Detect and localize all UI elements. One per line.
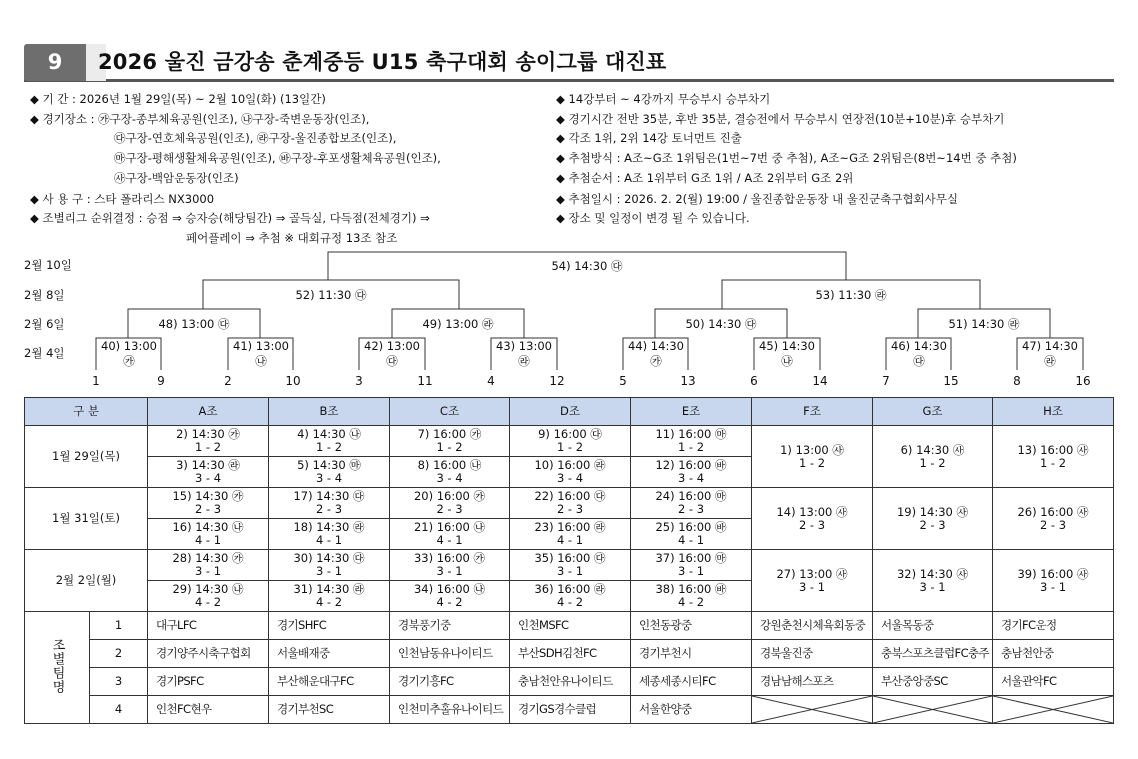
match-r16-4: 43) 13:00 ㉱ <box>496 339 552 368</box>
match-cell: 36) 16:00 ㉱ 4 - 2 <box>510 581 631 612</box>
team-rank: 2 <box>90 640 148 668</box>
section-number: 9 <box>24 44 86 81</box>
info-venues-2: ㉰구장-연호체육공원(인조), ㉱구장-울진종합보조(인조), <box>114 131 397 145</box>
team-name: 경기PSFC <box>148 668 269 696</box>
info-period: ◆ 기 간 : 2026년 1월 29일(목) ~ 2월 10일(화) (13일간) <box>30 92 326 106</box>
page-title: 2026 울진 금강송 춘계중등 U15 축구대회 송이그룹 대진표 <box>98 50 667 74</box>
info-ranking: ◆ 조별리그 순위결정 : 승점 ⇒ 승자승(해당팀간) ⇒ 골득실, 다득점(전체경기) ⇒ <box>30 211 430 225</box>
match-cell: 34) 16:00 ㉯ 4 - 2 <box>390 581 510 612</box>
team-name: 인천FC현우 <box>148 696 269 724</box>
seed-slot: 15 <box>943 374 959 388</box>
match-cell: 31) 14:30 ㉱ 4 - 2 <box>269 581 390 612</box>
match-cell: 37) 16:00 ㉲ 3 - 1 <box>631 550 752 581</box>
team-name: 경기부천SC <box>269 696 390 724</box>
seed-slot: 10 <box>285 374 301 388</box>
match-cell: 3) 14:30 ㉱ 3 - 4 <box>148 457 269 488</box>
team-name: 서울관악FC <box>993 668 1114 696</box>
match-cell: 13) 16:00 ㉴ 1 - 2 <box>993 426 1114 488</box>
seed-slot: 8 <box>1013 374 1021 388</box>
match-cell: 25) 16:00 ㉳ 4 - 1 <box>631 519 752 550</box>
match-qf-2: 49) 13:00 ㉱ <box>422 317 494 331</box>
team-name: 인천미추홀유나이티드 <box>390 696 510 724</box>
match-semi-2: 53) 11:30 ㉱ <box>815 288 887 302</box>
info-ranking-2: 페어플레이 ⇒ 추첨 ※ 대회규정 13조 참조 <box>186 231 398 245</box>
round-date-quarter: 2월 6일 <box>24 317 65 331</box>
match-cell: 17) 14:30 ㉰ 2 - 3 <box>269 488 390 519</box>
team-name: 인천MSFC <box>510 612 631 640</box>
team-name: 충남천안중 <box>993 640 1114 668</box>
match-cell: 18) 14:30 ㉱ 4 - 1 <box>269 519 390 550</box>
match-cell: 24) 16:00 ㉲ 2 - 3 <box>631 488 752 519</box>
team-name: 경기FC운정 <box>993 612 1114 640</box>
team-name: 대구LFC <box>148 612 269 640</box>
round-date-semi: 2월 8일 <box>24 288 65 302</box>
team-name: 인천남동유나이티드 <box>390 640 510 668</box>
day-label: 1월 29일(목) <box>25 426 148 488</box>
day-label: 2월 2일(월) <box>25 550 148 612</box>
match-cell: 11) 16:00 ㉲ 1 - 2 <box>631 426 752 457</box>
match-cell: 7) 16:00 ㉮ 1 - 2 <box>390 426 510 457</box>
match-cell: 21) 16:00 ㉯ 4 - 1 <box>390 519 510 550</box>
info-r-advance: ◆ 각조 1위, 2위 14강 토너먼트 진출 <box>556 131 742 145</box>
match-cell: 30) 14:30 ㉰ 3 - 1 <box>269 550 390 581</box>
match-cell: 10) 16:00 ㉱ 3 - 4 <box>510 457 631 488</box>
match-cell: 15) 14:30 ㉮ 2 - 3 <box>148 488 269 519</box>
team-name: 서울배재중 <box>269 640 390 668</box>
match-r16-7: 46) 14:30 ㉰ <box>891 339 947 368</box>
match-cell: 39) 16:00 ㉴ 3 - 1 <box>993 550 1114 612</box>
info-r-time: ◆ 경기시간 전반 35분, 후반 35분, 결승전에서 무승부시 연장전(10분+10분)후 승부차기 <box>556 112 1005 126</box>
team-name: 서울목동중 <box>873 612 993 640</box>
info-r-notice: ◆ 장소 및 일정이 변경 될 수 있습니다. <box>556 211 750 225</box>
match-cell: 5) 14:30 ㉲ 3 - 4 <box>269 457 390 488</box>
table-row <box>25 488 1114 519</box>
header-group-d: D조 <box>510 398 631 426</box>
team-row <box>25 640 1114 668</box>
team-name: 충북스포츠클럽FC충주 <box>873 640 993 668</box>
team-name: 충남천안유나이티드 <box>510 668 631 696</box>
match-qf-4: 51) 14:30 ㉱ <box>948 317 1020 331</box>
match-cell: 33) 16:00 ㉮ 3 - 1 <box>390 550 510 581</box>
header-group-b: B조 <box>269 398 390 426</box>
info-r-penalty: ◆ 14강부터 ~ 4강까지 무승부시 승부차기 <box>556 92 771 106</box>
match-qf-1: 48) 13:00 ㉰ <box>158 317 230 331</box>
match-cell: 4) 14:30 ㉯ 1 - 2 <box>269 426 390 457</box>
match-r16-1: 40) 13:00 ㉮ <box>101 339 157 368</box>
team-name: 경남남해스포츠 <box>752 668 873 696</box>
empty-cell <box>993 696 1114 724</box>
team-name: 경기기흥FC <box>390 668 510 696</box>
team-name: 경북풍기중 <box>390 612 510 640</box>
team-rank: 4 <box>90 696 148 724</box>
team-row <box>25 696 1114 724</box>
header-group-a: A조 <box>148 398 269 426</box>
match-cell: 6) 14:30 ㉴ 1 - 2 <box>873 426 993 488</box>
header-category: 구 분 <box>25 398 148 426</box>
team-name: 강원춘천시체육회동중 <box>752 612 873 640</box>
seed-slot: 3 <box>355 374 363 388</box>
team-name: 서울한양중 <box>631 696 752 724</box>
match-cell: 28) 14:30 ㉮ 3 - 1 <box>148 550 269 581</box>
team-name: 경기SHFC <box>269 612 390 640</box>
match-cell: 38) 16:00 ㉳ 4 - 2 <box>631 581 752 612</box>
header-group-h: H조 <box>993 398 1114 426</box>
seed-slot: 5 <box>619 374 627 388</box>
match-cell: 32) 14:30 ㉴ 3 - 1 <box>873 550 993 612</box>
schedule-table <box>24 397 1114 724</box>
header-group-c: C조 <box>390 398 510 426</box>
team-row <box>25 668 1114 696</box>
team-name: 부산SDH김천FC <box>510 640 631 668</box>
match-cell: 26) 16:00 ㉴ 2 - 3 <box>993 488 1114 550</box>
empty-cell <box>752 696 873 724</box>
match-cell: 35) 16:00 ㉰ 3 - 1 <box>510 550 631 581</box>
match-cell: 8) 16:00 ㉯ 3 - 4 <box>390 457 510 488</box>
team-row <box>25 612 1114 640</box>
match-cell: 16) 14:30 ㉯ 4 - 1 <box>148 519 269 550</box>
team-section-label: 조별팀명 <box>25 612 90 724</box>
seed-slot: 13 <box>680 374 696 388</box>
round-date-final: 2월 10일 <box>24 258 72 272</box>
team-name: 경기GS경수클럽 <box>510 696 631 724</box>
seed-slot: 9 <box>157 374 165 388</box>
match-cell: 2) 14:30 ㉮ 1 - 2 <box>148 426 269 457</box>
info-r-draw-method: ◆ 추첨방식 : A조~G조 1위팀은(1번~7번 중 추첨), A조~G조 2위팀은(8번~14번 중 추첨) <box>556 151 1017 165</box>
match-cell: 12) 16:00 ㉳ 3 - 4 <box>631 457 752 488</box>
match-r16-6: 45) 14:30 ㉯ <box>759 339 815 368</box>
info-venues-3: ㉲구장-평해생활체육공원(인조), ㉳구장-후포생활체육공원(인조), <box>114 151 441 165</box>
team-name: 인천동광중 <box>631 612 752 640</box>
match-r16-5: 44) 14:30 ㉮ <box>628 339 684 368</box>
seed-slot: 11 <box>417 374 433 388</box>
seed-slot: 6 <box>750 374 758 388</box>
match-cell: 1) 13:00 ㉴ 1 - 2 <box>752 426 873 488</box>
match-cell: 29) 14:30 ㉯ 4 - 2 <box>148 581 269 612</box>
match-semi-1: 52) 11:30 ㉰ <box>295 288 367 302</box>
team-name: 부산중앙중SC <box>873 668 993 696</box>
match-cell: 23) 16:00 ㉱ 4 - 1 <box>510 519 631 550</box>
match-qf-3: 50) 14:30 ㉰ <box>685 317 757 331</box>
match-cell: 27) 13:00 ㉴ 3 - 1 <box>752 550 873 612</box>
empty-cell <box>873 696 993 724</box>
team-name: 경북울진중 <box>752 640 873 668</box>
match-cell: 9) 16:00 ㉰ 1 - 2 <box>510 426 631 457</box>
header-group-e: E조 <box>631 398 752 426</box>
info-venues-4: ㉴구장-백암운동장(인조) <box>114 171 239 185</box>
match-cell: 22) 16:00 ㉰ 2 - 3 <box>510 488 631 519</box>
info-r-draw-order: ◆ 추첨순서 : A조 1위부터 G조 1위 / A조 2위부터 G조 2위 <box>556 171 854 185</box>
seed-slot: 14 <box>812 374 828 388</box>
round-date-r16: 2월 4일 <box>24 346 65 360</box>
match-cell: 19) 14:30 ㉴ 2 - 3 <box>873 488 993 550</box>
team-rank: 1 <box>90 612 148 640</box>
seed-slot: 4 <box>487 374 495 388</box>
seed-slot: 16 <box>1075 374 1091 388</box>
table-row <box>25 550 1114 581</box>
team-name: 경기양주시축구협회 <box>148 640 269 668</box>
header-group-g: G조 <box>873 398 993 426</box>
team-name: 세종세종시티FC <box>631 668 752 696</box>
match-cell: 14) 13:00 ㉴ 2 - 3 <box>752 488 873 550</box>
seed-slot: 12 <box>549 374 565 388</box>
seed-slot: 2 <box>224 374 232 388</box>
table-header-row <box>25 398 1114 426</box>
seed-slot: 7 <box>882 374 890 388</box>
match-cell: 20) 16:00 ㉮ 2 - 3 <box>390 488 510 519</box>
info-r-draw-date: ◆ 추첨일시 : 2026. 2. 2(월) 19:00 / 울진종합운동장 내 울진군축구협회사무실 <box>556 192 958 206</box>
info-venues: ◆ 경기장소 : ㉮구장-종부체육공원(인조), ㉯구장-죽변운동장(인조), <box>30 112 370 126</box>
info-ball: ◆ 사 용 구 : 스타 폴라리스 NX3000 <box>30 192 215 206</box>
team-rank: 3 <box>90 668 148 696</box>
match-r16-2: 41) 13:00 ㉯ <box>233 339 289 368</box>
seed-slot: 1 <box>92 374 100 388</box>
match-final: 54) 14:30 ㉰ <box>551 259 623 273</box>
header-group-f: F조 <box>752 398 873 426</box>
team-name: 부산해운대구FC <box>269 668 390 696</box>
match-r16-3: 42) 13:00 ㉰ <box>364 339 420 368</box>
match-r16-8: 47) 14:30 ㉱ <box>1022 339 1078 368</box>
team-name: 경기부천시 <box>631 640 752 668</box>
day-label: 1월 31일(토) <box>25 488 148 550</box>
table-row <box>25 426 1114 457</box>
